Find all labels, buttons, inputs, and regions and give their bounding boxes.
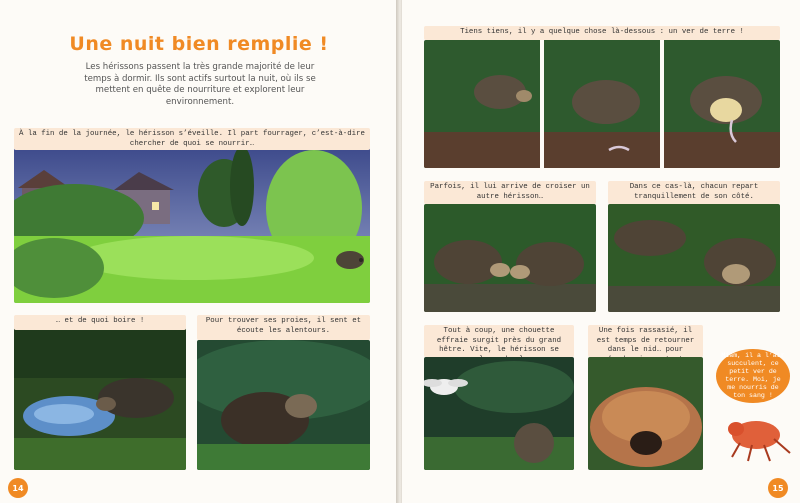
panel-nest	[588, 357, 703, 470]
parting-illustration	[608, 204, 780, 312]
panel-caption: Dans ce cas-là, chacun repart tranquillement de son côté.	[608, 181, 780, 204]
panel-meeting	[424, 204, 596, 312]
meeting-illustration	[424, 204, 596, 312]
speech-bubble: Miam, il a l’air succulent, ce petit ver de terre. Moi, je me nourris de ton sang !	[716, 349, 790, 403]
panel-listening	[197, 340, 370, 470]
panel-owl	[424, 357, 574, 470]
worm-triptych-illustration	[424, 40, 780, 168]
page-number: 15	[768, 478, 788, 498]
page-number: 14	[8, 478, 28, 498]
page-title: Une nuit bien remplie !	[69, 33, 329, 55]
panel-caption: À la fin de la journée, le hérisson s’éveille. Il part fourrager, c’est-à-dire chercher de quoi se nourrir…	[14, 128, 370, 150]
panel-parting	[608, 204, 780, 312]
listening-illustration	[197, 340, 370, 470]
nest-illustration	[588, 357, 703, 470]
panel-caption: … et de quoi boire !	[14, 315, 186, 330]
intro-text: Les hérissons passent la très grande majorité de leur temps à dormir. Ils sont actifs surtout la nuit, où ils se mettent en quête de nourriture et explorent leur environnement.	[84, 62, 316, 107]
panel-drinking	[14, 328, 186, 470]
left-page	[0, 0, 398, 503]
panel-caption: Tout à coup, une chouette effraie surgit près du grand hêtre. Vite, le hérisson se	[424, 325, 574, 357]
panel-caption: Une fois rassasié, il est temps de retourner dans le nid… pour	[588, 325, 703, 357]
owl-illustration	[424, 357, 574, 470]
panel-caption: Pour trouver ses proies, il sent et écoute les alentours.	[197, 315, 370, 340]
drinking-illustration	[14, 328, 186, 470]
flea-illustration	[716, 405, 798, 465]
panel-worm-triptych	[424, 40, 780, 168]
dusk-garden-illustration	[14, 148, 370, 303]
panel-dusk-garden	[14, 148, 370, 303]
panel-caption: Tiens tiens, il y a quelque chose là-dessous : un ver de terre !	[424, 26, 780, 40]
panel-caption: Parfois, il lui arrive de croiser un autre hérisson…	[424, 181, 596, 204]
